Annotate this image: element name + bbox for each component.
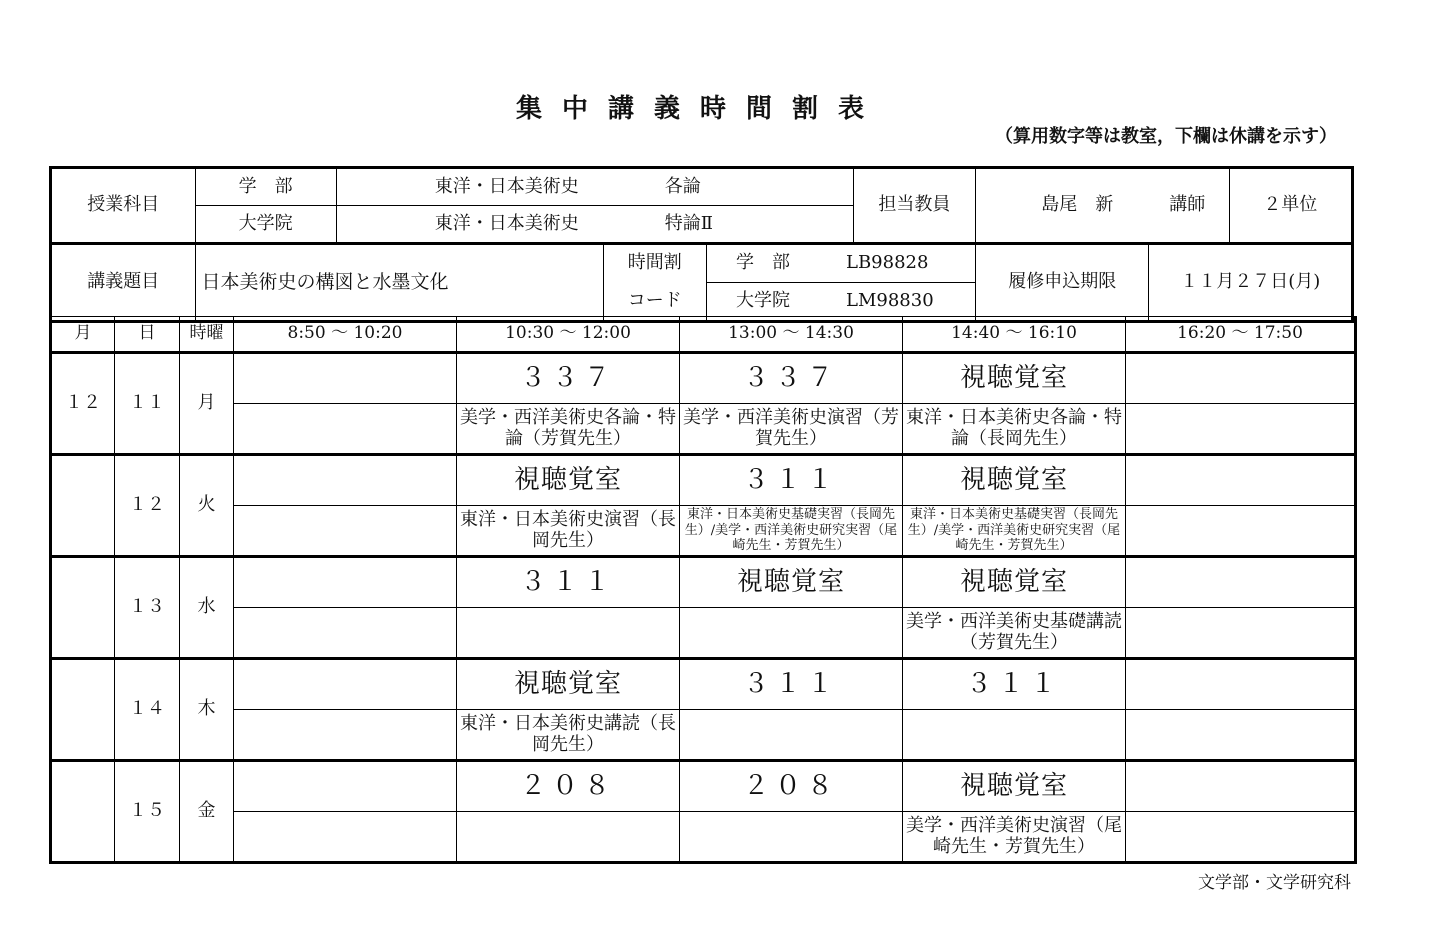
subject-cell xyxy=(1126,812,1356,863)
credits: ２単位 xyxy=(1229,168,1352,244)
period-header: 16:20 ～ 17:50 xyxy=(1126,317,1356,353)
grad-label: 大学院 xyxy=(195,206,336,244)
footer-department: 文学部・文学研究科 xyxy=(1198,873,1351,893)
subject-cell: 東洋・日本美術史基礎実習（長岡先生）/美学・西洋美術史研究実習（尾崎先生・芳賀先生） xyxy=(680,506,903,557)
subject-cell xyxy=(1126,404,1356,455)
code-grad-value: LM98830 xyxy=(846,290,934,312)
subject-cell: 東洋・日本美術史基礎実習（長岡先生）/美学・西洋美術史研究実習（尾崎先生・芳賀先生） xyxy=(903,506,1126,557)
room-cell: ３１１ xyxy=(457,557,680,608)
code-grad-label: 大学院 xyxy=(736,290,790,312)
period-header: 14:40 ～ 16:10 xyxy=(903,317,1126,353)
subject-cell xyxy=(234,608,457,659)
subject-cell xyxy=(234,812,457,863)
room-cell: 視聴覚室 xyxy=(903,761,1126,812)
undergrad-course xyxy=(336,168,853,206)
day-cell: １３ xyxy=(115,557,180,659)
subject-cell xyxy=(1126,506,1356,557)
period-header: 10:30 ～ 12:00 xyxy=(457,317,680,353)
subject-cell: 東洋・日本美術史講読（長岡先生） xyxy=(457,710,680,761)
weekday-cell: 火 xyxy=(180,455,234,557)
room-cell: ３１１ xyxy=(680,455,903,506)
deadline: １１月２７日(月) xyxy=(1149,244,1353,322)
undergrad-kind: 各論 xyxy=(664,175,701,197)
room-cell xyxy=(234,659,457,710)
month-cell: １２ xyxy=(51,353,115,455)
lecture-title: 日本美術史の構図と水墨文化 xyxy=(195,244,603,322)
subject-cell xyxy=(1126,710,1356,761)
page-title: 集中講義時間割表 xyxy=(515,94,884,124)
room-cell xyxy=(1126,557,1356,608)
weekday-header: 時曜 xyxy=(180,317,234,353)
lecture-title-label: 講義題目 xyxy=(51,244,196,322)
undergrad-subject: 東洋・日本美術史 xyxy=(434,175,579,197)
code-label-bottom: コード xyxy=(603,283,706,322)
schedule-grid xyxy=(49,316,1357,864)
room-cell xyxy=(1126,353,1356,404)
room-cell: 視聴覚室 xyxy=(680,557,903,608)
day-cell: １１ xyxy=(115,353,180,455)
room-cell: ３３７ xyxy=(680,353,903,404)
weekday-cell: 木 xyxy=(180,659,234,761)
day-cell: １２ xyxy=(115,455,180,557)
subject-cell: 美学・西洋美術史基礎講読（芳賀先生） xyxy=(903,608,1126,659)
code-undergrad xyxy=(706,244,975,283)
subject-cell xyxy=(234,710,457,761)
room-cell xyxy=(234,455,457,506)
subject-cell xyxy=(234,506,457,557)
room-cell xyxy=(234,761,457,812)
room-cell: 視聴覚室 xyxy=(903,353,1126,404)
room-cell: ３１１ xyxy=(903,659,1126,710)
teacher-name: 島尾 新 xyxy=(1041,194,1114,216)
day-header: 日 xyxy=(115,317,180,353)
room-cell: ３１１ xyxy=(680,659,903,710)
grad-kind: 特論Ⅱ xyxy=(664,212,713,234)
grad-course xyxy=(336,206,853,244)
month-cell xyxy=(51,761,115,863)
room-cell: 視聴覚室 xyxy=(903,557,1126,608)
room-cell: 視聴覚室 xyxy=(457,455,680,506)
course-header-table xyxy=(49,166,1354,323)
subject-cell xyxy=(903,710,1126,761)
period-header: 8:50 ～ 10:20 xyxy=(234,317,457,353)
teacher-cell xyxy=(976,168,1229,244)
code-label-top: 時間割 xyxy=(603,244,706,283)
weekday-cell: 水 xyxy=(180,557,234,659)
subject-cell xyxy=(1126,608,1356,659)
subject-cell: 美学・西洋美術史演習（尾崎先生・芳賀先生） xyxy=(903,812,1126,863)
room-cell: ２０８ xyxy=(457,761,680,812)
subject-cell xyxy=(680,812,903,863)
room-cell: 視聴覚室 xyxy=(903,455,1126,506)
grad-subject: 東洋・日本美術史 xyxy=(434,212,579,234)
subject-label: 授業科目 xyxy=(51,168,196,244)
room-cell xyxy=(1126,455,1356,506)
code-undergrad-label: 学 部 xyxy=(736,252,790,274)
weekday-cell: 月 xyxy=(180,353,234,455)
room-cell xyxy=(1126,659,1356,710)
room-cell: ２０８ xyxy=(680,761,903,812)
code-undergrad-value: LB98828 xyxy=(846,252,929,274)
subject-cell: 東洋・日本美術史各論・特論（長岡先生） xyxy=(903,404,1126,455)
room-cell xyxy=(234,557,457,608)
teacher-title: 講師 xyxy=(1169,194,1206,216)
subject-cell: 美学・西洋美術史演習（芳賀先生） xyxy=(680,404,903,455)
weekday-cell: 金 xyxy=(180,761,234,863)
room-cell: ３３７ xyxy=(457,353,680,404)
subject-cell: 美学・西洋美術史各論・特論（芳賀先生） xyxy=(457,404,680,455)
legend-note: （算用数字等は教室，下欄は休講を示す） xyxy=(995,126,1337,147)
month-header: 月 xyxy=(51,317,115,353)
day-cell: １４ xyxy=(115,659,180,761)
subject-cell: 東洋・日本美術史演習（長岡先生） xyxy=(457,506,680,557)
subject-cell xyxy=(680,608,903,659)
room-cell: 視聴覚室 xyxy=(457,659,680,710)
month-cell xyxy=(51,557,115,659)
period-header: 13:00 ～ 14:30 xyxy=(680,317,903,353)
month-cell xyxy=(51,455,115,557)
subject-cell xyxy=(457,812,680,863)
undergrad-label: 学 部 xyxy=(195,168,336,206)
deadline-label: 履修申込期限 xyxy=(976,244,1149,322)
room-cell xyxy=(1126,761,1356,812)
subject-cell xyxy=(234,404,457,455)
day-cell: １５ xyxy=(115,761,180,863)
month-cell xyxy=(51,659,115,761)
subject-cell xyxy=(457,608,680,659)
room-cell xyxy=(234,353,457,404)
teacher-label: 担当教員 xyxy=(853,168,975,244)
subject-cell xyxy=(680,710,903,761)
